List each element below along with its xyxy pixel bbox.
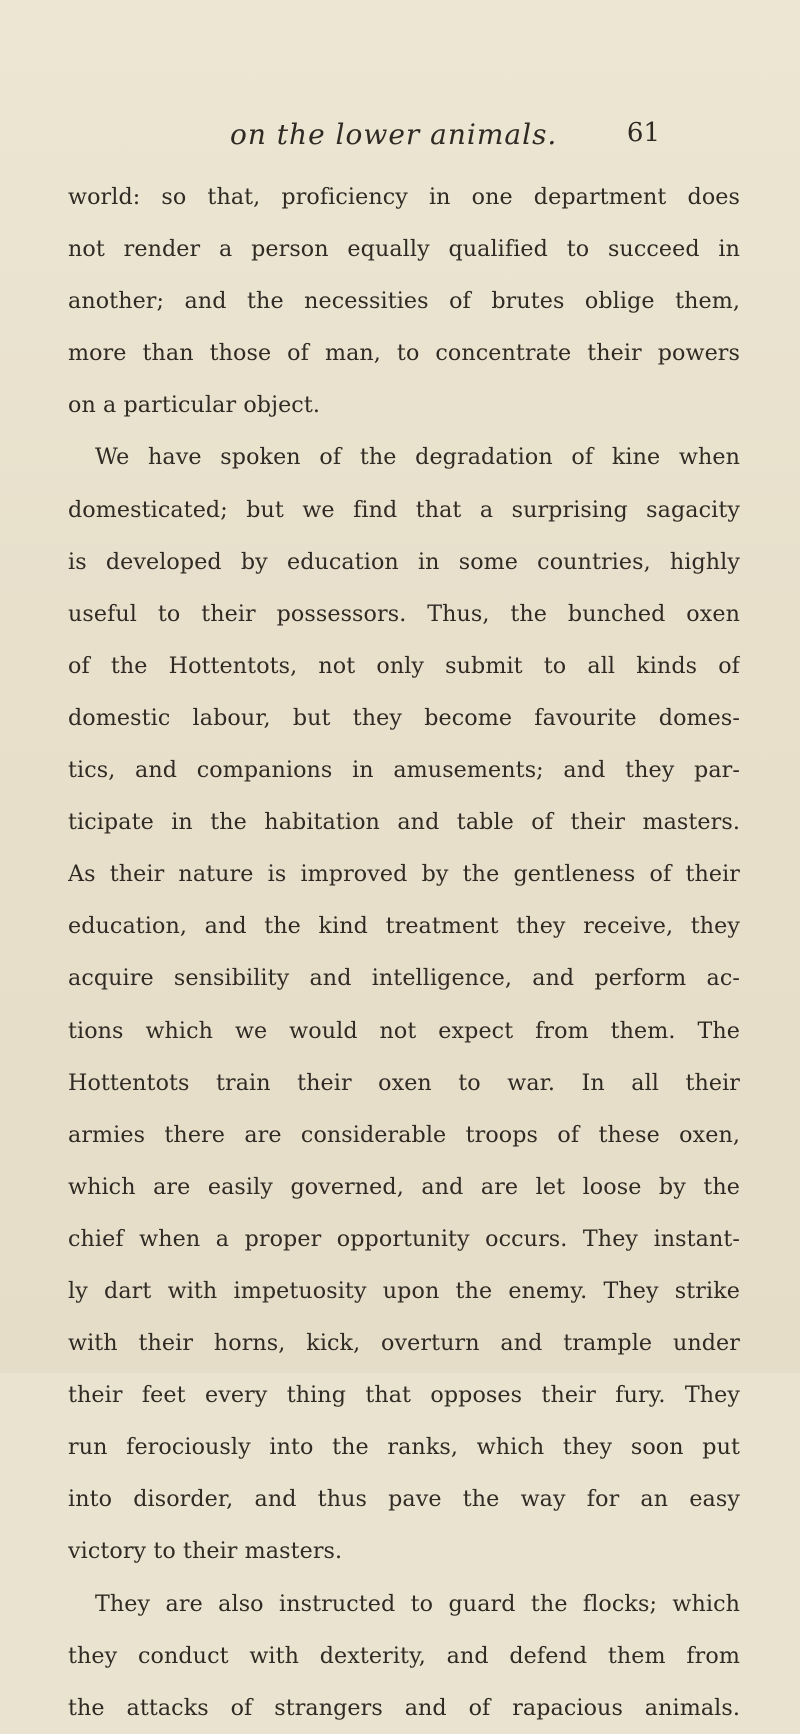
text-line: domesticated; but we find that a surprising sagacity: [68, 496, 740, 523]
text-line: not render a person equally qualified to succeed in: [68, 236, 740, 263]
text-line: Hottentots train their oxen to war. In all their: [68, 1069, 740, 1096]
text-line: education, and the kind treatment they receive, they: [68, 913, 740, 940]
text-line: another; and the necessities of brutes oblige them,: [68, 288, 740, 315]
text-line: with their horns, kick, overturn and trample under: [68, 1330, 740, 1357]
running-title: on the lower animals.: [230, 118, 558, 151]
text-line: ly dart with impetuosity upon the enemy. They strike: [68, 1277, 740, 1304]
text-line: their feet every thing that opposes their fury. They: [68, 1382, 740, 1409]
text-line: on a particular object.: [68, 392, 320, 419]
text-line: of the Hottentots, not only submit to all kinds of: [68, 652, 740, 679]
text-line: useful to their possessors. Thus, the bunched oxen: [68, 600, 740, 627]
text-line: They are also instructed to guard the flocks; which: [95, 1590, 740, 1617]
text-line: into disorder, and thus pave the way for an easy: [68, 1486, 740, 1513]
text-line: the attacks of strangers and of rapacious animals.: [68, 1694, 740, 1721]
text-line: is developed by education in some countries, highly: [68, 548, 740, 575]
text-line: We have spoken of the degradation of kine when: [95, 444, 740, 471]
running-head: [230, 118, 660, 158]
text-line: armies there are considerable troops of these oxen,: [68, 1121, 740, 1148]
text-line: which are easily governed, and are let loose by the: [68, 1173, 740, 1200]
text-line: victory to their masters.: [68, 1538, 343, 1565]
text-line: As their nature is improved by the gentleness of their: [68, 861, 740, 888]
page-number: 61: [626, 118, 660, 148]
text-line: tics, and companions in amusements; and they par-: [68, 757, 740, 784]
text-line: acquire sensibility and intelligence, and perform ac-: [68, 965, 740, 992]
text-line: chief when a proper opportunity occurs. They instant-: [68, 1225, 740, 1252]
text-line: more than those of man, to concentrate their powers: [68, 340, 740, 367]
text-line: world: so that, proficiency in one department does: [68, 184, 740, 210]
body-text: [68, 171, 740, 1734]
text-line: they conduct with dexterity, and defend them from: [68, 1642, 740, 1669]
text-line: tions which we would not expect from them. The: [68, 1017, 740, 1044]
text-line: ticipate in the habitation and table of their masters.: [68, 809, 740, 836]
text-line: run ferociously into the ranks, which they soon put: [68, 1434, 740, 1461]
text-line: domestic labour, but they become favourite domes-: [68, 704, 740, 731]
